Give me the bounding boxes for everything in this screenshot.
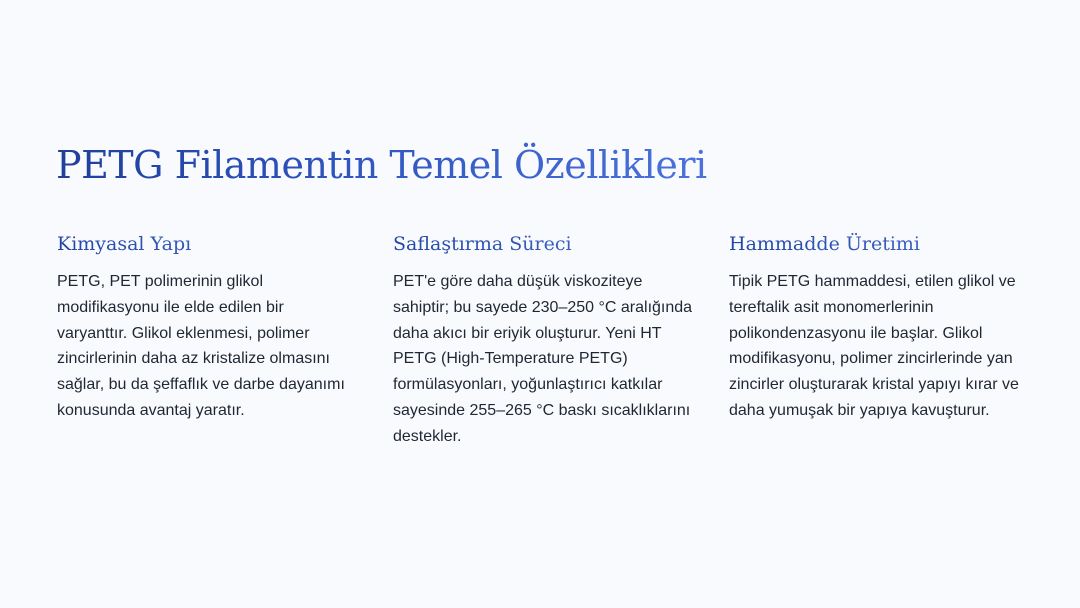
- column-body: PET'e göre daha düşük viskoziteye sahiptir; bu sayede 230–250 °C aralığında daha akıcı bir eriyik oluşturur. Yeni HT PETG (High-Temperature PETG) formülasyonları, yoğunlaştırıcı katkılar sayesinde 255–265 °C baskı sıcaklıklarını destekler.: [393, 273, 693, 445]
- slide-title: PETG Filamentin Temel Özellikleri: [56, 138, 707, 192]
- column-kimyasal-yapi: [57, 228, 357, 424]
- column-body: PETG, PET polimerinin glikol modifikasyonu ile elde edilen bir varyanttır. Glikol eklenmesi, polimer zincirlerinin daha az kristalize olmasını sağlar, bu da şeffaflık ve darbe dayanımı konusunda avantaj yaratır.: [57, 273, 345, 419]
- column-body: Tipik PETG hammaddesi, etilen glikol ve tereftalik asit monomerlerinin polikondenzasyonu ile başlar. Glikol modifikasyonu, polimer zincirlerinde yan zincirler oluşturarak kristal yapıyı kırar ve daha yumuşak bir yapıya kavuşturur.: [729, 273, 1019, 419]
- column-hammadde-uretimi: [729, 228, 1029, 424]
- column-heading: Saflaştırma Süreci: [393, 228, 693, 260]
- column-heading: Hammadde Üretimi: [729, 228, 1029, 260]
- column-saflastirma-sureci: [393, 228, 693, 450]
- column-heading: Kimyasal Yapı: [57, 228, 357, 260]
